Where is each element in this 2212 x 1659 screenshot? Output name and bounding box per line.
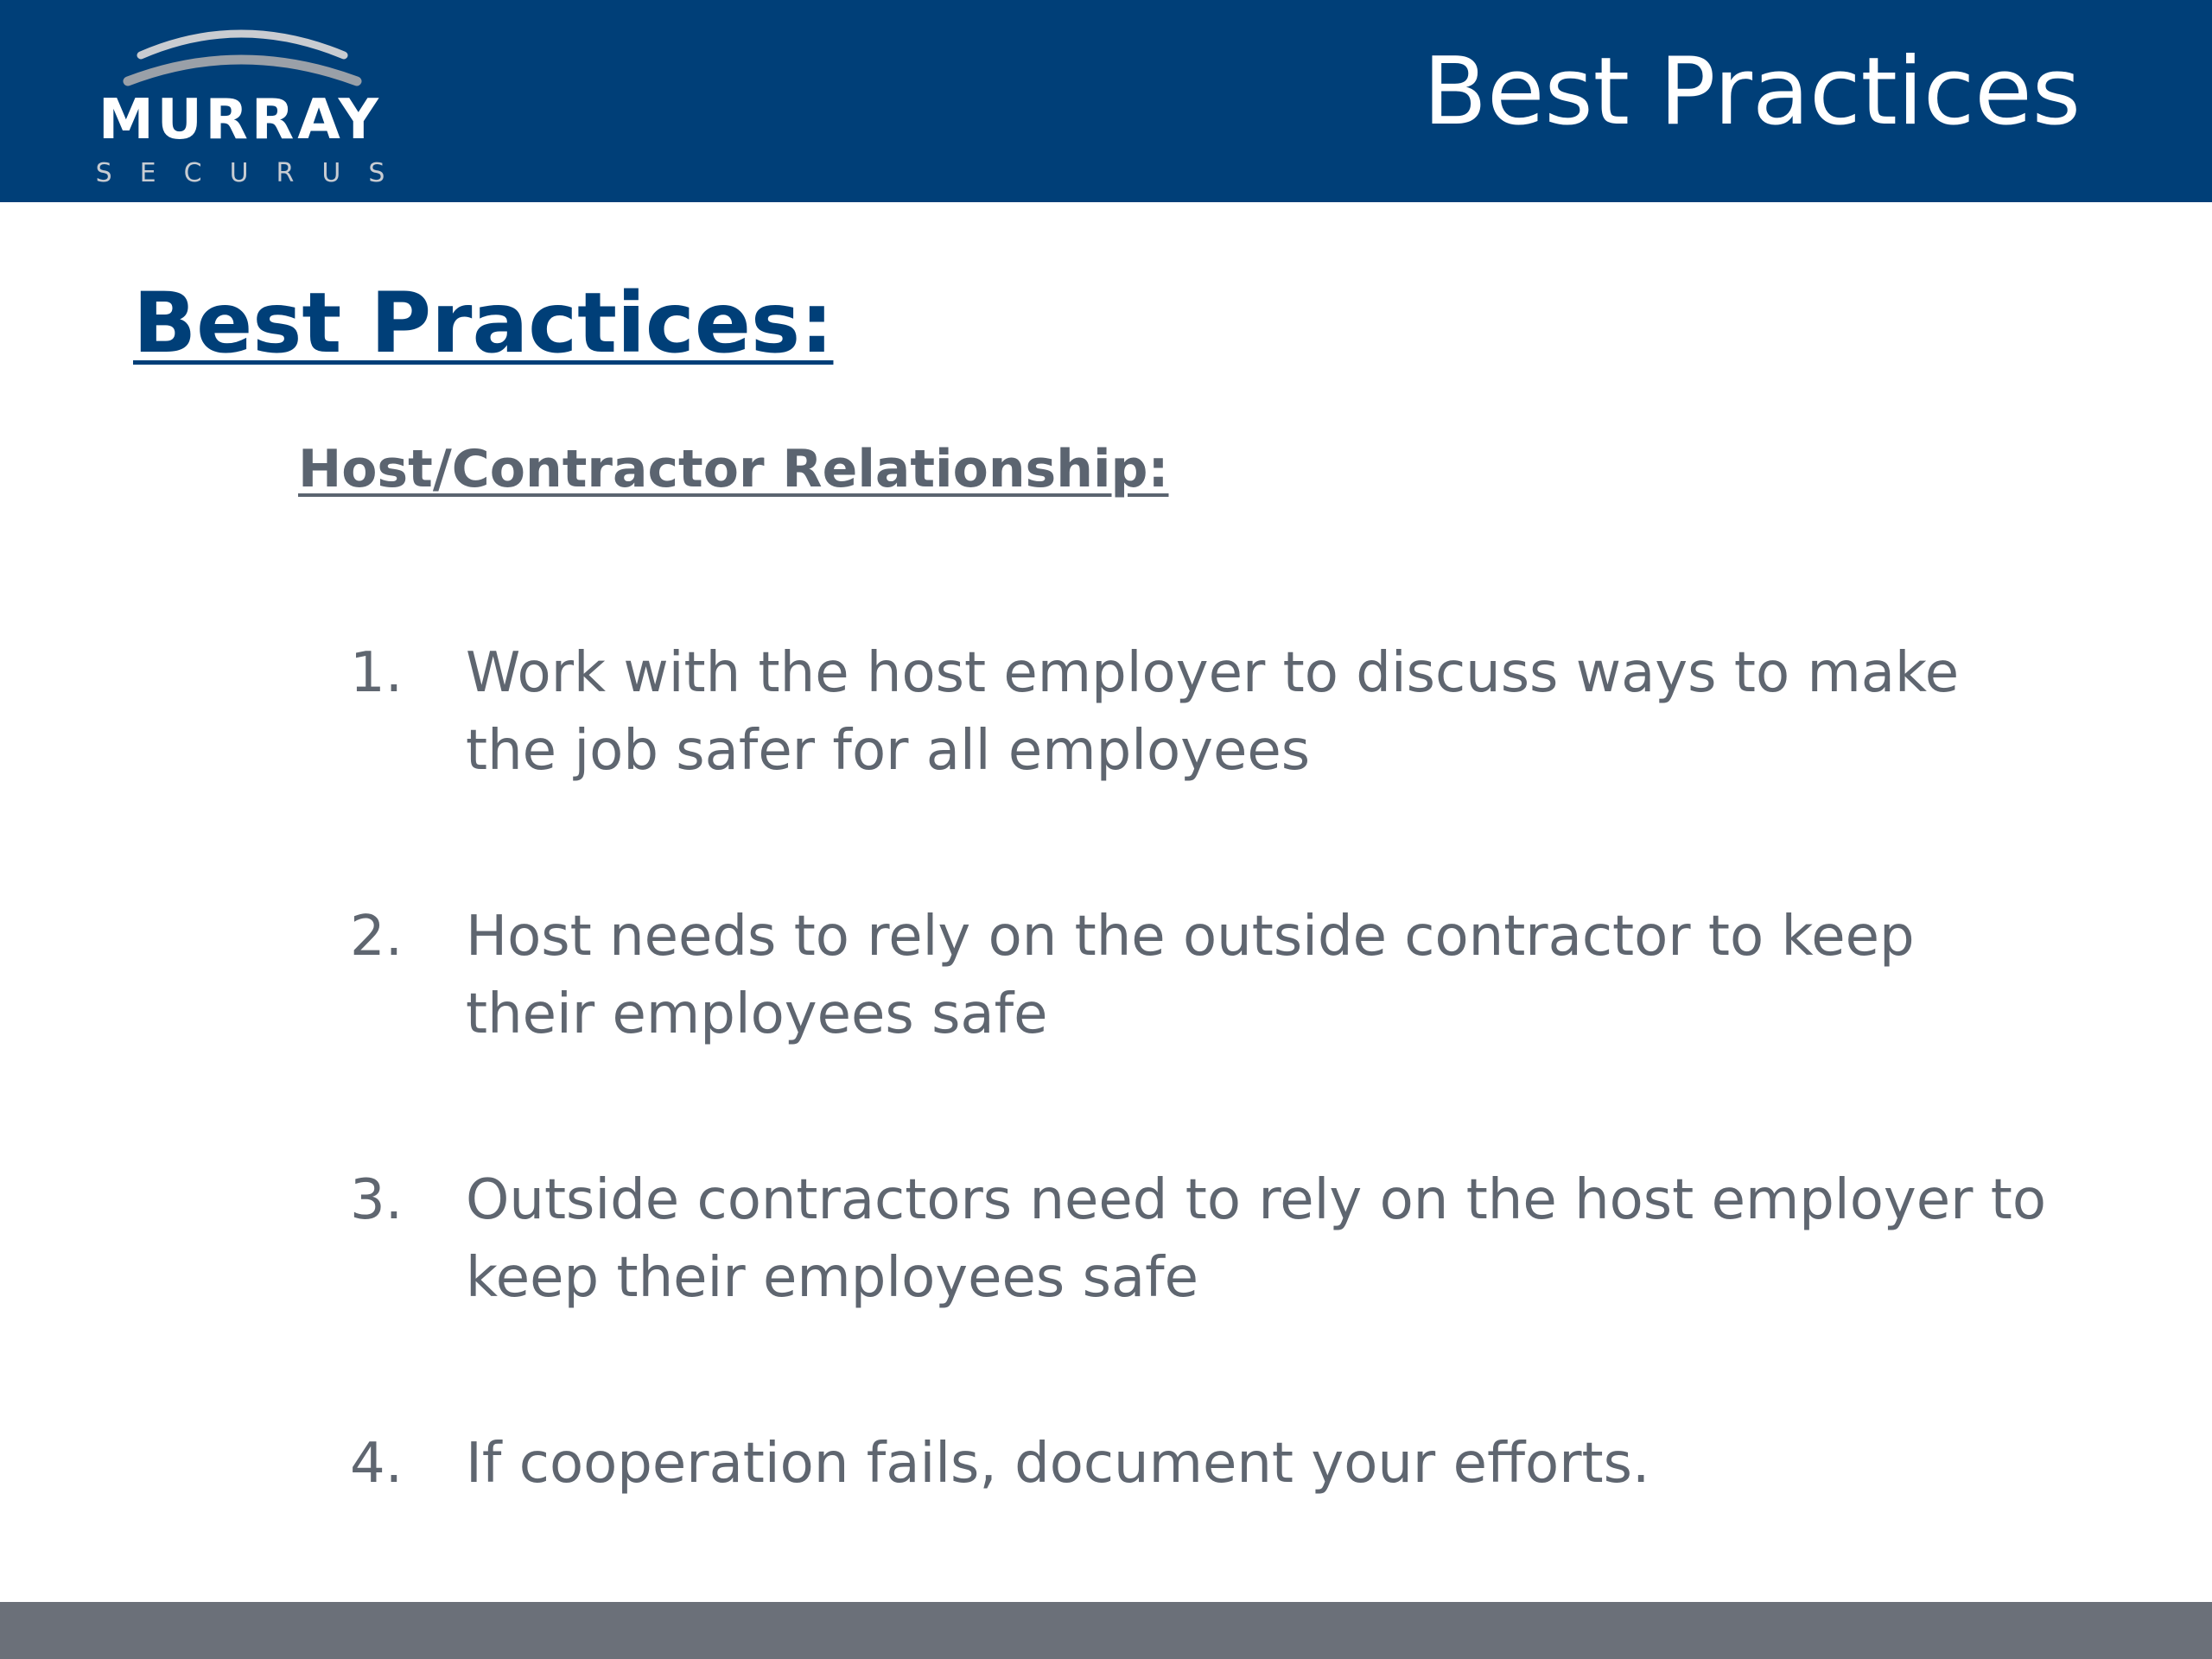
list-item-text: Work with the host employer to discuss ways to make the job safer for all employees: [466, 641, 1960, 783]
list-item-number: 3.: [350, 1168, 404, 1232]
logo-subtitle: SECURUS: [95, 158, 413, 188]
header-bar: [0, 0, 2212, 202]
list-item-number: 1.: [350, 641, 404, 705]
list-item-text: Host needs to rely on the outside contractor to keep their employees safe: [466, 905, 1915, 1046]
logo-arcs-icon: [67, 19, 413, 97]
list-item-text: If cooperation fails, document your efforts.: [466, 1432, 1650, 1496]
footer-bar: [0, 1602, 2212, 1659]
murray-securus-logo: [67, 19, 413, 188]
slide-header-title: Best Practices: [1422, 38, 2081, 146]
logo-name: MURRAY: [99, 88, 382, 152]
list-item-number: 4.: [350, 1432, 404, 1496]
sub-heading: Host/Contractor Relationship:: [298, 439, 1169, 499]
list-item-text: Outside contractors need to rely on the host employer to keep their employees safe: [466, 1168, 2046, 1310]
list-item-number: 2.: [350, 905, 404, 969]
main-heading: Best Practices:: [133, 275, 834, 372]
